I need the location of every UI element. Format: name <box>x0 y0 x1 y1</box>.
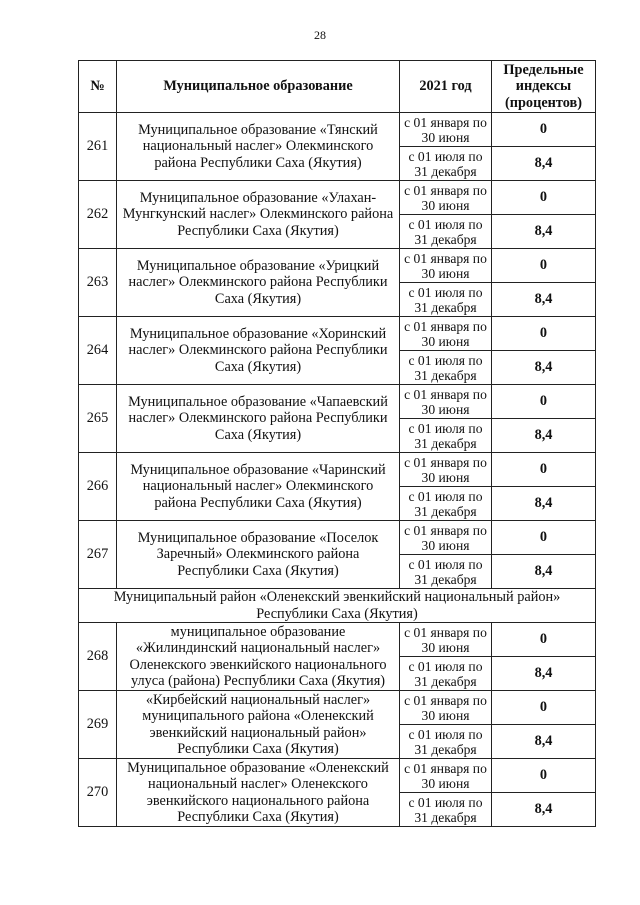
period-cell: с 01 января по 30 июня <box>400 113 492 147</box>
municipality-name: Муниципальное образование «Урицкий наслег» Олекминского района Республики Саха (Якутия) <box>117 249 400 317</box>
index-cell: 8,4 <box>492 419 596 453</box>
row-number: 268 <box>79 623 117 691</box>
index-cell: 0 <box>492 113 596 147</box>
index-cell: 0 <box>492 521 596 555</box>
header-year: 2021 год <box>400 61 492 113</box>
municipality-name: Муниципальное образование «Тянский национальный наслег» Олекминского района Республики Саха (Якутия) <box>117 113 400 181</box>
municipality-name: Муниципальное образование «Чаринский национальный наслег» Олекминского района Республики Саха (Якутия) <box>117 453 400 521</box>
index-cell: 8,4 <box>492 283 596 317</box>
period-cell: с 01 июля по 31 декабря <box>400 555 492 589</box>
table-row <box>79 249 596 283</box>
index-cell: 0 <box>492 623 596 657</box>
row-number: 267 <box>79 521 117 589</box>
municipality-name: Муниципальное образование «Чапаевский наслег» Олекминского района Республики Саха (Якутия) <box>117 385 400 453</box>
table-body <box>79 113 596 827</box>
table-row <box>79 113 596 147</box>
index-cell: 8,4 <box>492 215 596 249</box>
period-cell: с 01 января по 30 июня <box>400 623 492 657</box>
period-cell: с 01 июля по 31 декабря <box>400 147 492 181</box>
period-cell: с 01 января по 30 июня <box>400 181 492 215</box>
period-cell: с 01 января по 30 июня <box>400 385 492 419</box>
municipality-name: «Кирбейский национальный наслег» муниципального района «Оленекский эвенкийский национальный район» Республики Саха (Якутия) <box>117 691 400 759</box>
index-cell: 0 <box>492 249 596 283</box>
index-cell: 8,4 <box>492 793 596 827</box>
period-cell: с 01 июля по 31 декабря <box>400 419 492 453</box>
row-number: 261 <box>79 113 117 181</box>
row-number: 270 <box>79 759 117 827</box>
table-row <box>79 623 596 657</box>
table-row <box>79 385 596 419</box>
period-cell: с 01 июля по 31 декабря <box>400 351 492 385</box>
index-cell: 8,4 <box>492 351 596 385</box>
table-row <box>79 181 596 215</box>
row-number: 262 <box>79 181 117 249</box>
row-number: 266 <box>79 453 117 521</box>
region-title: Муниципальный район «Оленекский эвенкийский национальный район» Республики Саха (Якутия) <box>79 589 596 623</box>
row-number: 263 <box>79 249 117 317</box>
index-cell: 8,4 <box>492 487 596 521</box>
table-row <box>79 453 596 487</box>
period-cell: с 01 июля по 31 декабря <box>400 283 492 317</box>
municipality-name: Муниципальное образование «Хоринский наслег» Олекминского района Республики Саха (Якутия) <box>117 317 400 385</box>
index-cell: 8,4 <box>492 657 596 691</box>
table-row <box>79 759 596 793</box>
indices-table <box>78 60 596 827</box>
row-number: 265 <box>79 385 117 453</box>
table-row <box>79 317 596 351</box>
row-number: 269 <box>79 691 117 759</box>
period-cell: с 01 января по 30 июня <box>400 453 492 487</box>
period-cell: с 01 июля по 31 декабря <box>400 793 492 827</box>
index-cell: 0 <box>492 385 596 419</box>
index-cell: 0 <box>492 453 596 487</box>
period-cell: с 01 января по 30 июня <box>400 249 492 283</box>
period-cell: с 01 июля по 31 декабря <box>400 725 492 759</box>
period-cell: с 01 января по 30 июня <box>400 691 492 725</box>
region-header-row <box>79 589 596 623</box>
municipality-name: муниципальное образование «Жилиндинский национальный наслег» Оленекского эвенкийского национального улуса (района) Республики Саха (Якутия) <box>117 623 400 691</box>
index-cell: 0 <box>492 181 596 215</box>
period-cell: с 01 января по 30 июня <box>400 317 492 351</box>
index-cell: 8,4 <box>492 725 596 759</box>
index-cell: 0 <box>492 691 596 725</box>
index-cell: 8,4 <box>492 147 596 181</box>
period-cell: с 01 июля по 31 декабря <box>400 657 492 691</box>
period-cell: с 01 января по 30 июня <box>400 759 492 793</box>
municipality-name: Муниципальное образование «Оленекский национальный наслег» Оленекского эвенкийского национального района Республики Саха (Якутия) <box>117 759 400 827</box>
period-cell: с 01 июля по 31 декабря <box>400 215 492 249</box>
header-index: Предельные индексы (процентов) <box>492 61 596 113</box>
table-row <box>79 521 596 555</box>
index-cell: 0 <box>492 317 596 351</box>
index-cell: 0 <box>492 759 596 793</box>
table-row <box>79 691 596 725</box>
index-cell: 8,4 <box>492 555 596 589</box>
header-num: № <box>79 61 117 113</box>
period-cell: с 01 января по 30 июня <box>400 521 492 555</box>
table-header-row <box>79 61 596 113</box>
period-cell: с 01 июля по 31 декабря <box>400 487 492 521</box>
municipality-name: Муниципальное образование «Поселок Заречный» Олекминского района Республики Саха (Якутия) <box>117 521 400 589</box>
header-municipality: Муниципальное образование <box>117 61 400 113</box>
municipality-name: Муниципальное образование «Улахан-Мунгкунский наслег» Олекминского района Республики Саха (Якутия) <box>117 181 400 249</box>
row-number: 264 <box>79 317 117 385</box>
page-number: 28 <box>314 28 326 42</box>
